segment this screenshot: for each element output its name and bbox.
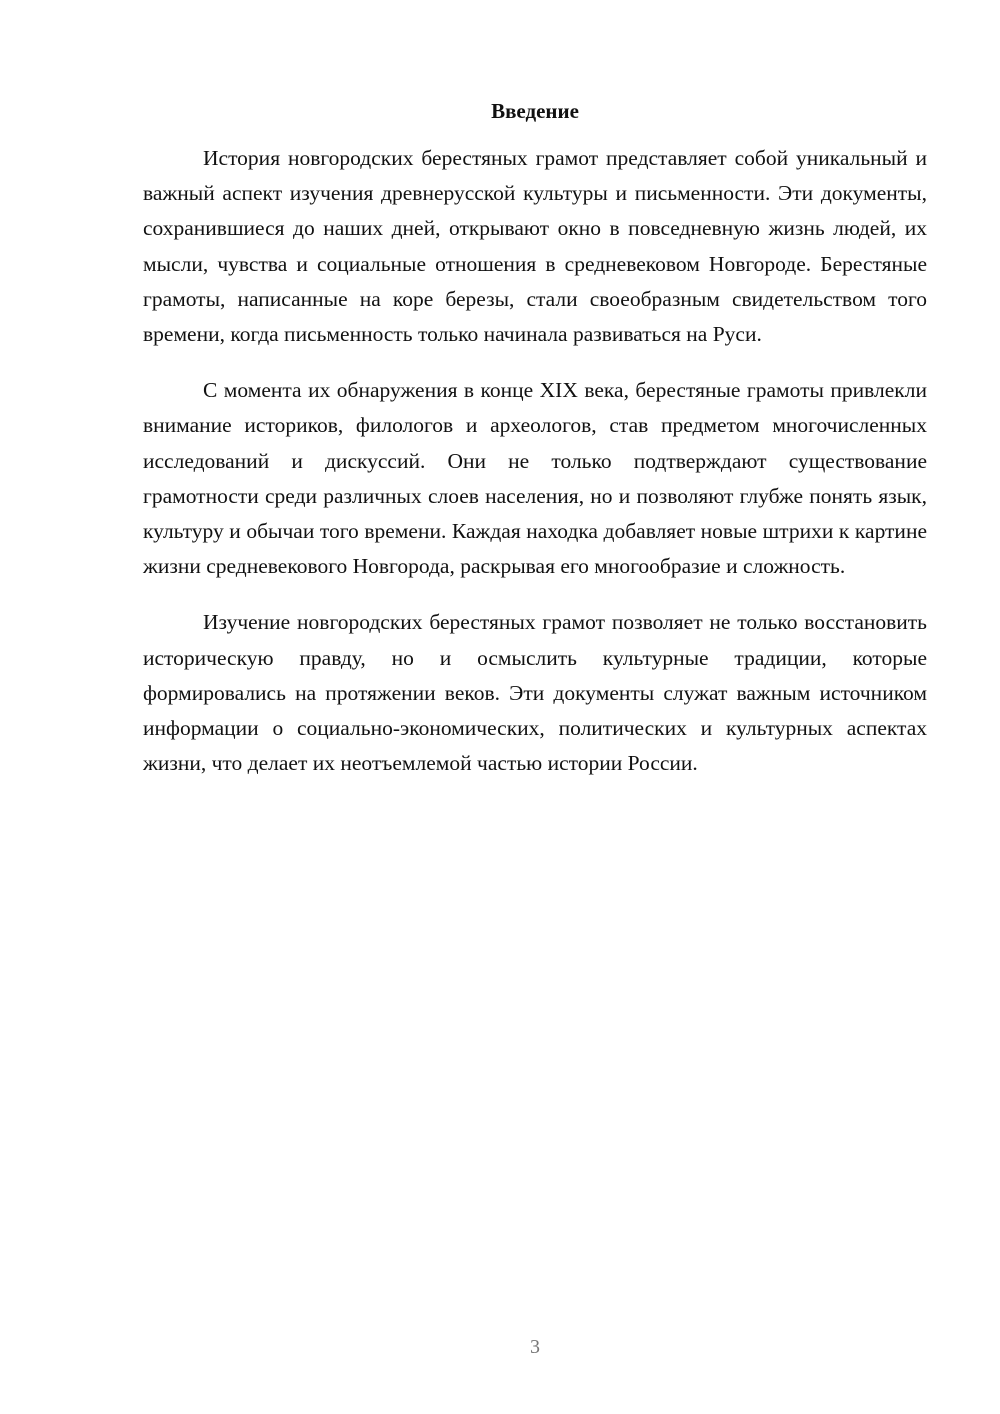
paragraph-3: Изучение новгородских берестяных грамот позволяет не только восстановить историческую правду, но и осмыслить культурные традиции, которые формировались на протяжении веков. Эти документы служат важным источником информации о социально-экономических, политических и культурных аспектах жизни, что делает их неотъемлемой частью истории России. (143, 610, 927, 776)
paragraph-1: История новгородских берестяных грамот представляет собой уникальный и важный аспект изучения древнерусской культуры и письменности. Эти документы, сохранившиеся до наших дней, открывают окно в повседневную жизнь людей, их мысли, чувства и социальные отношения в средневековом Новгороде. Берестяные грамоты, написанные на коре березы, стали своеобразным свидетельством того времени, когда письменность только начинала развиваться на Руси. (143, 146, 927, 347)
section-title: Введение (491, 99, 579, 123)
body-text (143, 141, 927, 802)
paragraph-2: С момента их обнаружения в конце XIX века, берестяные грамоты привлекли внимание историков, филологов и археологов, став предметом многочисленных исследований и дискуссий. Они не только подтверждают существование грамотности среди различных слоев населения, но и позволяют глубже понять язык, культуру и обычаи того времени. Каждая находка добавляет новые штрихи к картине жизни средневекового Новгорода, раскрывая его многообразие и сложность. (143, 378, 927, 579)
page-number: 3 (530, 1336, 540, 1358)
